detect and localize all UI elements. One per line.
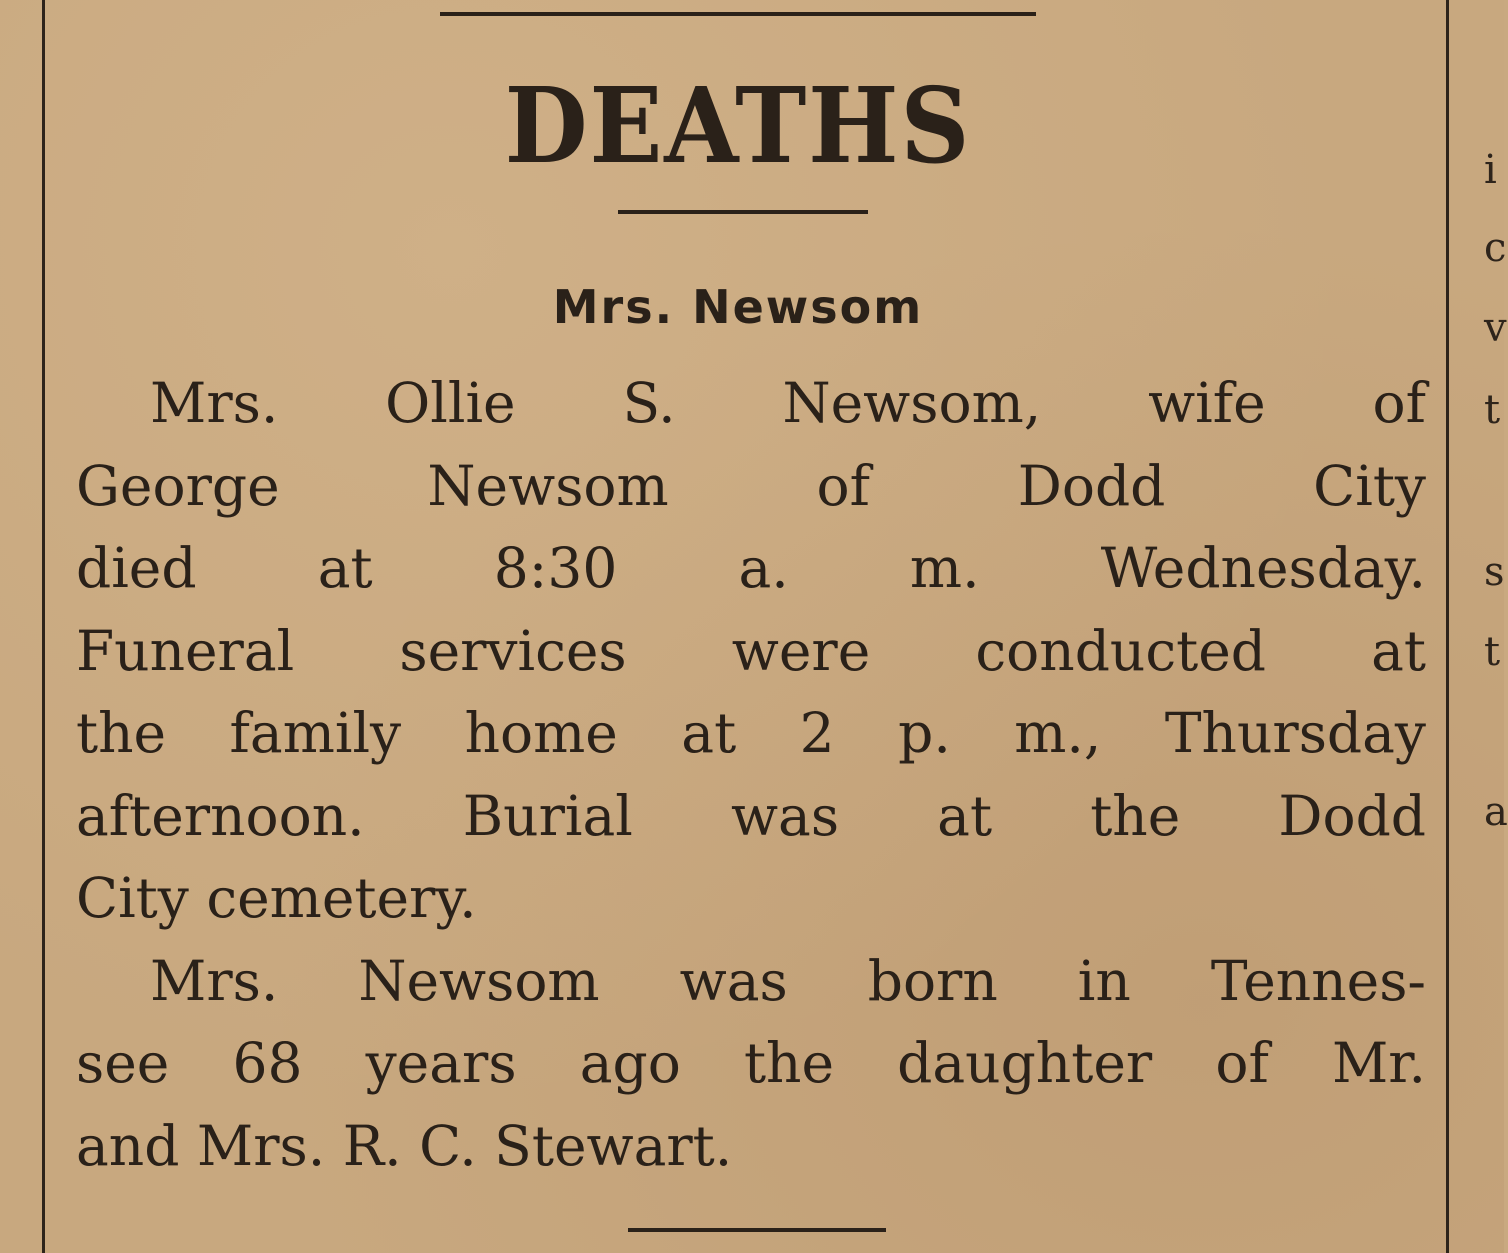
bottom-rule [628, 1228, 886, 1232]
adjacent-column-fragment: c [1484, 225, 1507, 271]
text-line: and Mrs. R. C. Stewart. [76, 1113, 733, 1178]
obituary-body [76, 362, 1426, 1187]
text-line: died at 8:30 a. m. Wednesday. [76, 536, 1426, 600]
obituary-subhead: Mrs. Newsom [552, 280, 924, 334]
left-column-rule [42, 0, 45, 1253]
text-line: see 68 years ago the daughter of Mr. [76, 1031, 1426, 1095]
text-line: George Newsom of Dodd City [76, 453, 1426, 518]
text-line: Mrs. Newsom was born in Tennes- [150, 948, 1426, 1013]
adjacent-column-fragment: a [1484, 789, 1508, 835]
text-line: Mrs. Ollie S. Newsom, wife of [150, 371, 1426, 435]
text-line: City cemetery. [76, 866, 477, 930]
adjacent-column-fragment: s [1484, 549, 1505, 595]
adjacent-column-fragment: t [1484, 387, 1501, 433]
adjacent-column-fragment: i [1484, 147, 1497, 193]
text-line: the family home at 2 p. m., Thursday [76, 701, 1426, 765]
text-line: Funeral services were conducted at [76, 618, 1426, 683]
right-column-rule [1446, 0, 1449, 1253]
headline-rule [618, 210, 868, 214]
top-rule [440, 12, 1036, 16]
section-title: DEATHS [504, 64, 972, 187]
adjacent-column-fragment: t [1484, 629, 1501, 675]
text-line: afternoon. Burial was at the Dodd [76, 783, 1426, 848]
adjacent-column-fragment: v [1484, 305, 1507, 351]
